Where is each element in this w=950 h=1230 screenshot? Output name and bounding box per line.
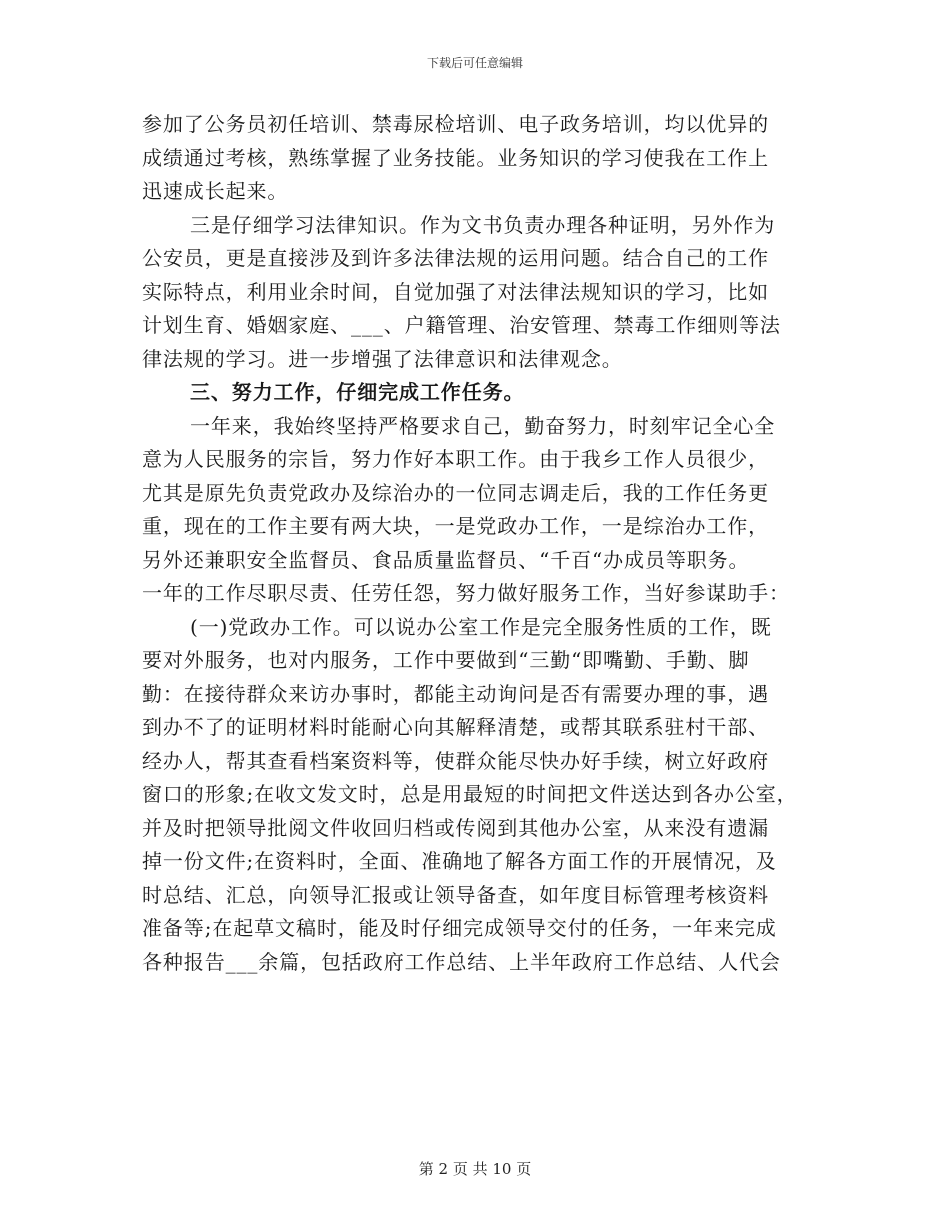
text-line: 迅速成长起来。 bbox=[142, 179, 289, 203]
text-line: 各种报告___余篇，包括政府工作总结、上半年政府工作总结、人代会 bbox=[142, 949, 781, 974]
text-line: 并及时把领导批阅文件收回归档或传阅到其他办公室，从来没有遗漏 bbox=[142, 815, 769, 840]
text-line: 到办不了的证明材料时能耐心向其解释清楚，或帮其联系驻村干部、 bbox=[142, 715, 769, 739]
text-line: 重，现在的工作主要有两大块，一是党政办工作，一是综治办工作， bbox=[142, 514, 769, 538]
section-heading: 三、努力工作，仔细完成工作任务。 bbox=[190, 380, 525, 404]
text-line: 意为人民服务的宗旨，努力作好本职工作。由于我乡工作人员很少， bbox=[142, 447, 769, 471]
text-line: 一年来，我始终坚持严格要求自己，勤奋努力，时刻牢记全心全 bbox=[190, 413, 776, 438]
text-line: 准备等;在起草文稿时，能及时仔细完成领导交付的任务，一年来完成 bbox=[142, 916, 777, 940]
page-header: 下载后可任意编辑 bbox=[426, 56, 523, 70]
text-line: 尤其是原先负责党政办及综治办的一位同志调走后，我的工作任务更 bbox=[142, 480, 769, 505]
text-line: 勤：在接待群众来访办事时，都能主动询问是否有需要办理的事，遇 bbox=[142, 681, 769, 706]
text-line: 经办人，帮其查看档案资料等，使群众能尽快办好手续，树立好政府 bbox=[142, 748, 769, 773]
text-line: 要对外服务，也对内服务，工作中要做到“三勤“即嘴勤、手勤、脚 bbox=[142, 648, 750, 672]
text-line: 一年的工作尽职尽责、任劳任怨，努力做好服务工作，当好参谋助手： bbox=[142, 581, 790, 605]
text-line: 时总结、汇总，向领导汇报或让领导备查，如年度目标管理考核资料 bbox=[142, 882, 769, 907]
text-line: 计划生育、婚姻家庭、___、户籍管理、治安管理、禁毒工作细则等法 bbox=[142, 313, 781, 337]
text-line: 参加了公务员初任培训、禁毒尿检培训、电子政务培训，均以优异的 bbox=[142, 112, 769, 136]
text-line: 三是仔细学习法律知识。作为文书负责办理各种证明，另外作为 bbox=[190, 212, 776, 237]
text-line: (一)党政办工作。可以说办公室工作是完全服务性质的工作，既 bbox=[190, 614, 772, 639]
text-line: 实际特点，利用业余时间，自觉加强了对法律法规知识的学习，比如 bbox=[142, 279, 769, 304]
text-line: 窗口的形象;在收文发文时，总是用最短的时间把文件送达到各办公室， bbox=[142, 782, 798, 806]
document-body bbox=[142, 108, 814, 979]
text-line: 律法规的学习。进一步增强了法律意识和法律观念。 bbox=[142, 346, 623, 371]
page-number: 第 2 页 共 10 页 bbox=[418, 1160, 532, 1178]
text-line: 公安员，更是直接涉及到许多法律法规的运用问题。结合自己的工作 bbox=[142, 246, 769, 270]
text-line: 掉一份文件;在资料时，全面、准确地了解各方面工作的开展情况，及 bbox=[142, 849, 777, 873]
text-line: 另外还兼职安全监督员、食品质量监督员、“千百“办成员等职务。 bbox=[142, 547, 750, 572]
text-line: 成绩通过考核，熟练掌握了业务技能。业务知识的学习使我在工作上 bbox=[142, 145, 769, 170]
